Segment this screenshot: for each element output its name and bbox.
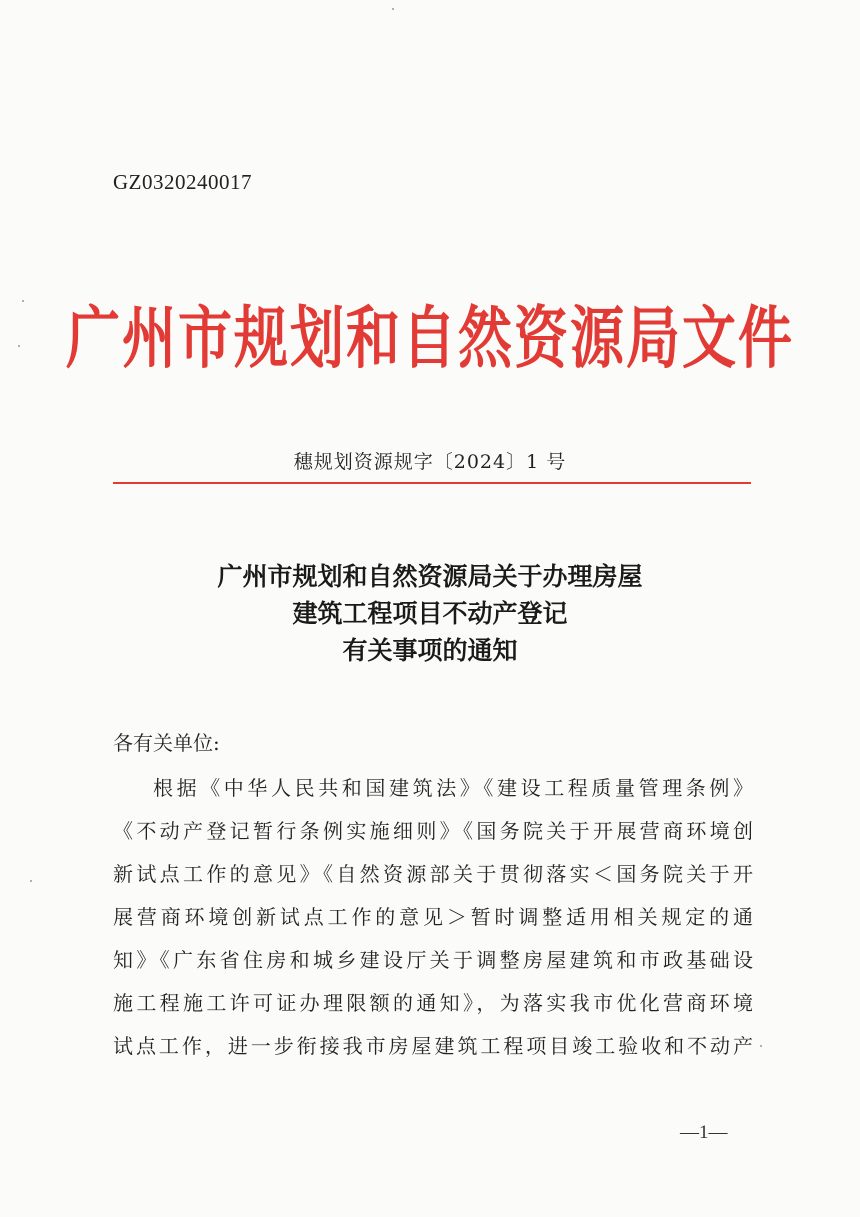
title-line: 建筑工程项目不动产登记 (292, 599, 568, 628)
scan-speck (30, 880, 32, 882)
scan-speck (760, 1045, 762, 1047)
red-divider-line (113, 482, 751, 484)
body-line: 新试点工作的意见》《自然资源部关于贯彻落实＜国务院关于开 (113, 862, 753, 886)
body-line: 《不动产登记暂行条例实施细则》《国务院关于开展营商环境创 (113, 819, 753, 843)
scan-speck (392, 8, 394, 10)
document-code: GZ0320240017 (113, 170, 252, 194)
document-number: 穗规划资源规字〔2024〕1 号 (293, 451, 567, 473)
issuer-header: 广州市规划和自然资源局文件 (66, 297, 794, 378)
body-line: 展营商环境创新试点工作的意见＞暂时调整适用相关规定的通 (113, 905, 753, 929)
document-title (0, 558, 860, 669)
page-number: —1— (680, 1122, 728, 1143)
title-line: 广州市规划和自然资源局关于办理房屋 (217, 562, 643, 591)
title-line: 有关事项的通知 (342, 636, 518, 665)
scan-speck (18, 345, 20, 347)
body-line: 根据《中华人民共和国建筑法》《建设工程质量管理条例》 (153, 776, 753, 800)
body-line: 试点工作，进一步衔接我市房屋建筑工程项目竣工验收和不动产 (113, 1034, 753, 1058)
body-line: 知》《广东省住房和城乡建设厅关于调整房屋建筑和市政基础设 (113, 948, 753, 972)
body-text (113, 767, 753, 1068)
salutation: 各有关单位: (113, 731, 220, 755)
scan-speck (22, 300, 24, 302)
body-line: 施工程施工许可证办理限额的通知》，为落实我市优化营商环境 (113, 991, 753, 1015)
